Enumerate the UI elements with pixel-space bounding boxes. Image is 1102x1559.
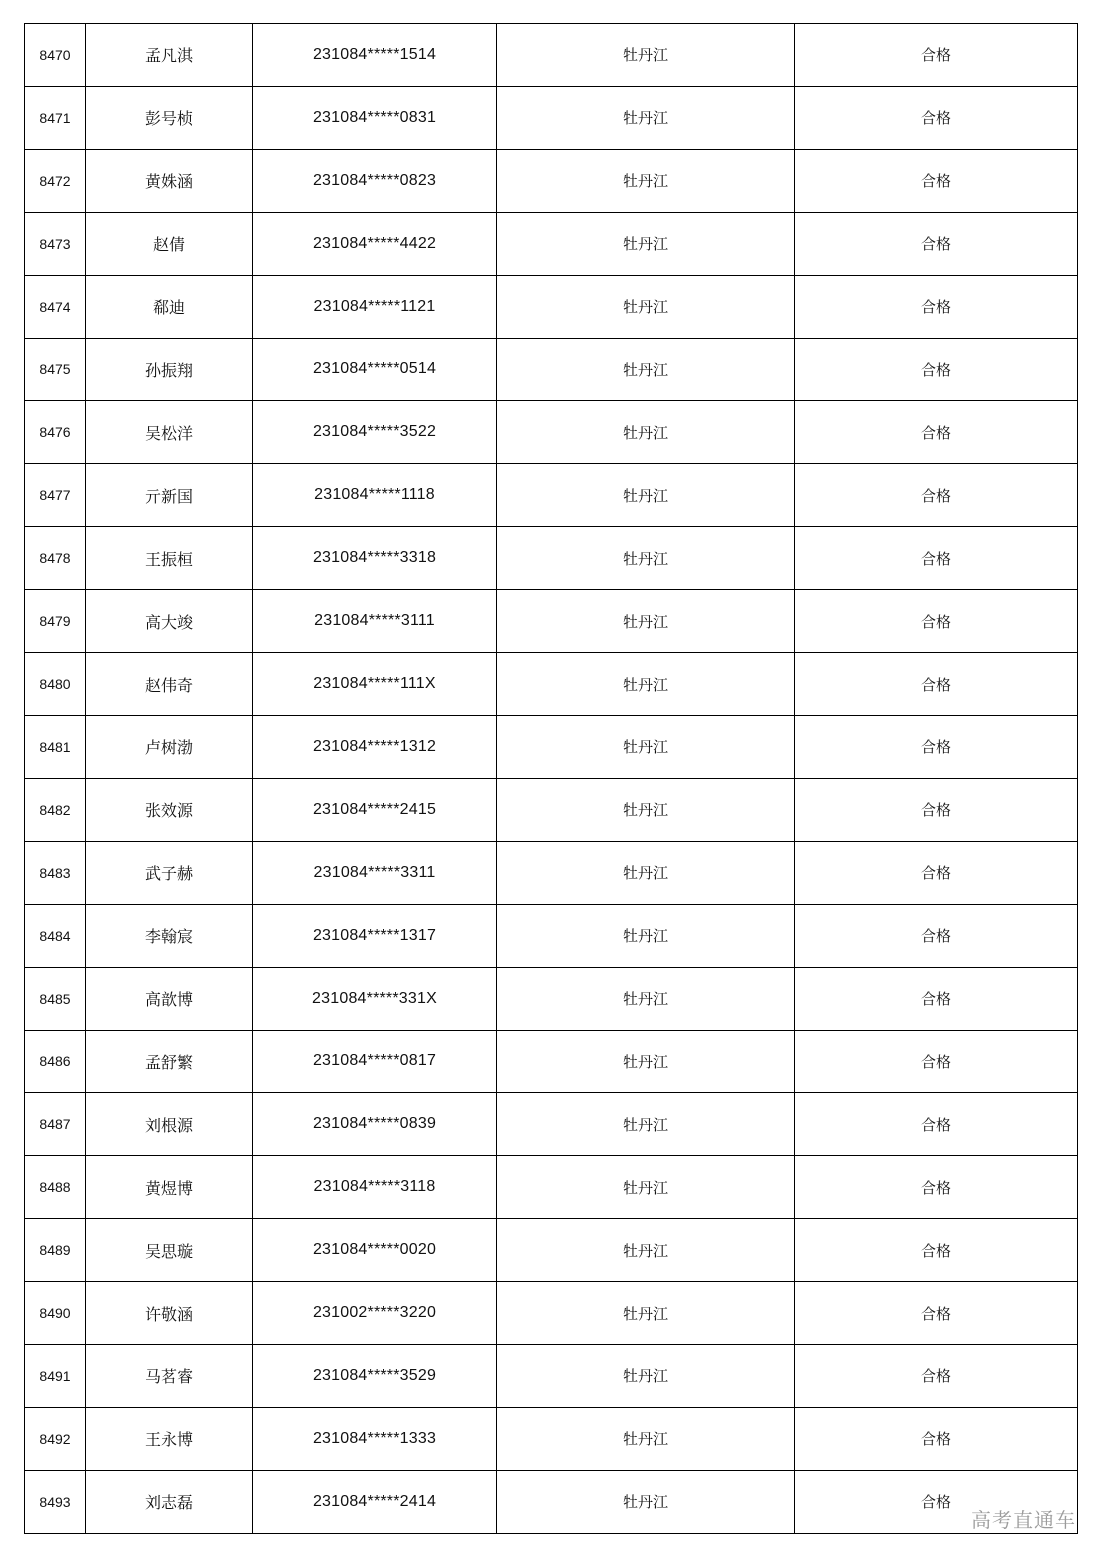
result-status: 合格 [795, 1470, 1078, 1533]
table-row [25, 1030, 1078, 1093]
table-row [25, 653, 1078, 716]
row-number: 8476 [25, 401, 86, 464]
candidate-name: 黄姝涵 [86, 149, 253, 212]
id-number: 231084*****0839 [253, 1093, 497, 1156]
id-number: 231084*****3529 [253, 1345, 497, 1408]
candidate-name: 吴思璇 [86, 1219, 253, 1282]
id-number: 231084*****3522 [253, 401, 497, 464]
result-status: 合格 [795, 86, 1078, 149]
id-number: 231084*****0831 [253, 86, 497, 149]
results-sheet [24, 23, 1077, 1534]
table-row [25, 1282, 1078, 1345]
id-number: 231084*****2415 [253, 778, 497, 841]
result-status: 合格 [795, 1219, 1078, 1282]
result-status: 合格 [795, 527, 1078, 590]
candidate-name: 郗迪 [86, 275, 253, 338]
result-status: 合格 [795, 841, 1078, 904]
city: 牡丹江 [497, 401, 795, 464]
id-number: 231084*****2414 [253, 1470, 497, 1533]
city: 牡丹江 [497, 86, 795, 149]
city: 牡丹江 [497, 1407, 795, 1470]
id-number: 231084*****0514 [253, 338, 497, 401]
result-status: 合格 [795, 904, 1078, 967]
results-table [24, 23, 1078, 1534]
city: 牡丹江 [497, 527, 795, 590]
city: 牡丹江 [497, 464, 795, 527]
candidate-name: 张效源 [86, 778, 253, 841]
city: 牡丹江 [497, 149, 795, 212]
city: 牡丹江 [497, 1470, 795, 1533]
candidate-name: 彭号桢 [86, 86, 253, 149]
candidate-name: 许敬涵 [86, 1282, 253, 1345]
candidate-name: 高歆博 [86, 967, 253, 1030]
city: 牡丹江 [497, 841, 795, 904]
candidate-name: 孟舒繁 [86, 1030, 253, 1093]
row-number: 8492 [25, 1407, 86, 1470]
result-status: 合格 [795, 338, 1078, 401]
row-number: 8480 [25, 653, 86, 716]
candidate-name: 刘根源 [86, 1093, 253, 1156]
city: 牡丹江 [497, 1345, 795, 1408]
result-status: 合格 [795, 1093, 1078, 1156]
result-status: 合格 [795, 149, 1078, 212]
candidate-name: 亓新国 [86, 464, 253, 527]
watermark-text: 高考直通车 [971, 1508, 1076, 1532]
id-number: 231084*****1333 [253, 1407, 497, 1470]
table-row [25, 1345, 1078, 1408]
table-row [25, 401, 1078, 464]
row-number: 8490 [25, 1282, 86, 1345]
row-number: 8479 [25, 590, 86, 653]
id-number: 231084*****3118 [253, 1156, 497, 1219]
candidate-name: 高大竣 [86, 590, 253, 653]
id-number: 231002*****3220 [253, 1282, 497, 1345]
row-number: 8488 [25, 1156, 86, 1219]
row-number: 8472 [25, 149, 86, 212]
table-row [25, 86, 1078, 149]
candidate-name: 王振桓 [86, 527, 253, 590]
table-row [25, 778, 1078, 841]
candidate-name: 王永博 [86, 1407, 253, 1470]
result-status: 合格 [795, 24, 1078, 87]
table-row [25, 590, 1078, 653]
row-number: 8474 [25, 275, 86, 338]
city: 牡丹江 [497, 1219, 795, 1282]
row-number: 8477 [25, 464, 86, 527]
id-number: 231084*****331X [253, 967, 497, 1030]
row-number: 8482 [25, 778, 86, 841]
result-status: 合格 [795, 967, 1078, 1030]
candidate-name: 李翰宸 [86, 904, 253, 967]
city: 牡丹江 [497, 967, 795, 1030]
row-number: 8485 [25, 967, 86, 1030]
table-row [25, 715, 1078, 778]
row-number: 8481 [25, 715, 86, 778]
table-row [25, 149, 1078, 212]
city: 牡丹江 [497, 1282, 795, 1345]
row-number: 8483 [25, 841, 86, 904]
id-number: 231084*****0823 [253, 149, 497, 212]
table-row [25, 1470, 1078, 1533]
city: 牡丹江 [497, 1030, 795, 1093]
result-status: 合格 [795, 464, 1078, 527]
id-number: 231084*****0020 [253, 1219, 497, 1282]
candidate-name: 孙振翔 [86, 338, 253, 401]
id-number: 231084*****4422 [253, 212, 497, 275]
city: 牡丹江 [497, 653, 795, 716]
table-row [25, 212, 1078, 275]
city: 牡丹江 [497, 24, 795, 87]
result-status: 合格 [795, 715, 1078, 778]
city: 牡丹江 [497, 338, 795, 401]
table-row [25, 1407, 1078, 1470]
id-number: 231084*****3318 [253, 527, 497, 590]
candidate-name: 刘志磊 [86, 1470, 253, 1533]
candidate-name: 赵伟奇 [86, 653, 253, 716]
id-number: 231084*****0817 [253, 1030, 497, 1093]
result-status: 合格 [795, 653, 1078, 716]
row-number: 8470 [25, 24, 86, 87]
id-number: 231084*****1312 [253, 715, 497, 778]
id-number: 231084*****111X [253, 653, 497, 716]
table-row [25, 841, 1078, 904]
table-row [25, 464, 1078, 527]
result-status: 合格 [795, 1156, 1078, 1219]
result-status: 合格 [795, 590, 1078, 653]
city: 牡丹江 [497, 715, 795, 778]
city: 牡丹江 [497, 778, 795, 841]
result-status: 合格 [795, 212, 1078, 275]
candidate-name: 武子赫 [86, 841, 253, 904]
table-row [25, 24, 1078, 87]
candidate-name: 黄煜博 [86, 1156, 253, 1219]
row-number: 8493 [25, 1470, 86, 1533]
table-row [25, 1093, 1078, 1156]
id-number: 231084*****3111 [253, 590, 497, 653]
table-row [25, 904, 1078, 967]
id-number: 231084*****1317 [253, 904, 497, 967]
result-status: 合格 [795, 401, 1078, 464]
candidate-name: 吴松洋 [86, 401, 253, 464]
row-number: 8487 [25, 1093, 86, 1156]
table-row [25, 527, 1078, 590]
city: 牡丹江 [497, 590, 795, 653]
row-number: 8486 [25, 1030, 86, 1093]
city: 牡丹江 [497, 212, 795, 275]
result-status: 合格 [795, 275, 1078, 338]
table-row [25, 1219, 1078, 1282]
id-number: 231084*****1514 [253, 24, 497, 87]
result-status: 合格 [795, 1407, 1078, 1470]
city: 牡丹江 [497, 904, 795, 967]
row-number: 8471 [25, 86, 86, 149]
table-row [25, 275, 1078, 338]
row-number: 8478 [25, 527, 86, 590]
city: 牡丹江 [497, 1093, 795, 1156]
candidate-name: 卢树渤 [86, 715, 253, 778]
candidate-name: 马茗睿 [86, 1345, 253, 1408]
id-number: 231084*****1118 [253, 464, 497, 527]
id-number: 231084*****3311 [253, 841, 497, 904]
row-number: 8473 [25, 212, 86, 275]
candidate-name: 赵倩 [86, 212, 253, 275]
result-status: 合格 [795, 778, 1078, 841]
city: 牡丹江 [497, 275, 795, 338]
result-status: 合格 [795, 1030, 1078, 1093]
table-row [25, 1156, 1078, 1219]
city: 牡丹江 [497, 1156, 795, 1219]
row-number: 8484 [25, 904, 86, 967]
row-number: 8489 [25, 1219, 86, 1282]
row-number: 8491 [25, 1345, 86, 1408]
id-number: 231084*****1121 [253, 275, 497, 338]
table-row [25, 967, 1078, 1030]
result-status: 合格 [795, 1282, 1078, 1345]
table-row [25, 338, 1078, 401]
result-status: 合格 [795, 1345, 1078, 1408]
candidate-name: 孟凡淇 [86, 24, 253, 87]
row-number: 8475 [25, 338, 86, 401]
results-table-body [25, 24, 1078, 1534]
